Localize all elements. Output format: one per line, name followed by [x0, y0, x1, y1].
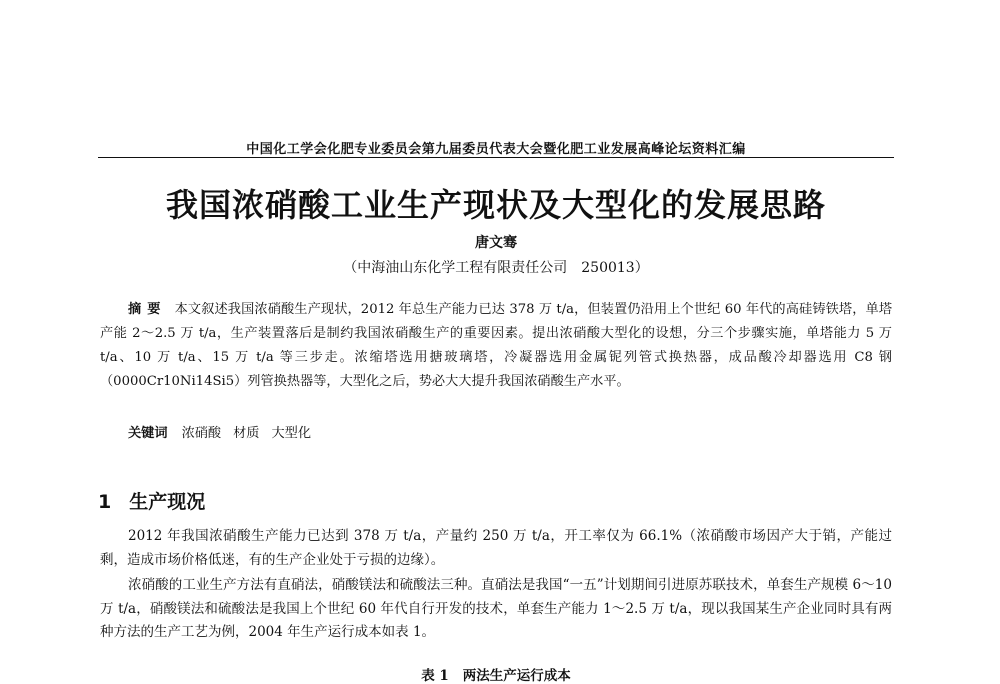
keywords-label: 关键词 — [128, 426, 168, 441]
abstract-label: 摘要 — [128, 302, 167, 317]
keyword: 大型化 — [271, 426, 312, 441]
keyword: 浓硝酸 — [181, 426, 222, 441]
author-affiliation: （中海油山东化学工程有限责任公司 250013） — [343, 260, 649, 276]
header-rule — [98, 157, 894, 158]
abstract — [100, 298, 892, 394]
abstract-text: 本文叙述我国浓硝酸生产现状，2012 年总生产能力已达 378 万 t/a，但装置仍沿用上个世纪 60 年代的高硅铸铁塔，单塔产能 2～2.5 万 t/a，生产装置落后是制约我国浓硝酸生产的重要因素。提出浓硝酸大型化的设想，分三个步骤实施，单塔能力 5 万 t/a、10 万 t/a、15 万 t/a 等三步走。浓缩塔选用搪玻璃塔，冷凝器选用金属铌列管式换热器，成品酸冷却器选用 C8 钢（0000Cr10Ni14Si5）列管换热器等，大型化之后，势必大大提升我国浓硝酸生产水平。 — [100, 302, 893, 389]
section-title: 生产现况 — [129, 491, 206, 513]
table-title: 两法生产运行成本 — [462, 668, 571, 684]
paper-title: 我国浓硝酸工业生产现状及大型化的发展思路 — [165, 186, 826, 224]
body-paragraph: 2012 年我国浓硝酸生产能力已达到 378 万 t/a，产量约 250 万 t/a，开工率仅为 66.1%（浓硝酸市场因产大于销，产能过剩，造成市场价格低迷，有的生产企业处于亏损的边缘）。 — [100, 528, 892, 568]
section-heading — [98, 487, 205, 514]
table-caption — [98, 664, 894, 684]
keywords — [128, 422, 892, 446]
body-paragraph: 浓硝酸的工业生产方法有直硝法，硝酸镁法和硫酸法三种。直硝法是我国“一五”计划期间引进原苏联技术，单套生产规模 6～10 万 t/a，硝酸镁法和硫酸法是我国上个世纪 60 年代自行开发的技术，单套生产能力 1～2.5 万 t/a，现以我国某生产企业同时具有两种方法的生产工艺为例，2004 年生产运行成本如表 1。 — [100, 577, 892, 640]
running-header: 中国化工学会化肥专业委员会第九届委员代表大会暨化肥工业发展高峰论坛资料汇编 — [246, 142, 746, 157]
keyword: 材质 — [233, 426, 260, 441]
table-number: 表 1 — [421, 668, 449, 684]
author-name: 唐文骞 — [475, 235, 517, 251]
section-number: 1 — [98, 491, 112, 513]
